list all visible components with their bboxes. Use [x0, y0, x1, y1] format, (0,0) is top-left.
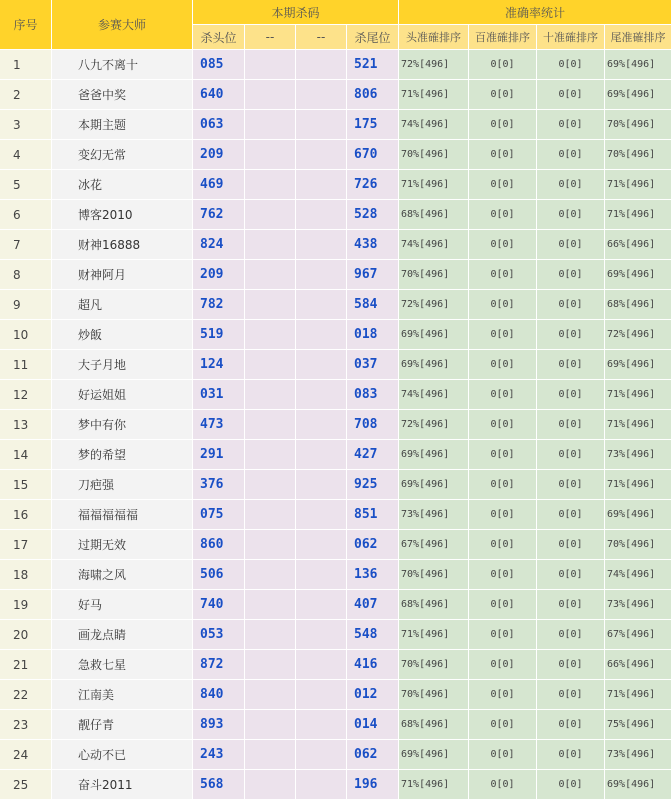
table-row	[0, 80, 672, 110]
master-name: 靓仔青	[52, 710, 193, 740]
blank-cell	[245, 140, 296, 170]
kill-tail-code: 548	[347, 620, 399, 650]
row-index: 22	[0, 680, 52, 710]
master-name: 超凡	[52, 290, 193, 320]
row-index: 8	[0, 260, 52, 290]
acc-head-value: 70%[496]	[399, 260, 469, 290]
acc-hundred-value: 0[0]	[469, 140, 537, 170]
header-blank-1: --	[245, 25, 296, 50]
acc-tail-value: 71%[496]	[605, 200, 672, 230]
row-index: 5	[0, 170, 52, 200]
acc-head-value: 69%[496]	[399, 440, 469, 470]
acc-ten-value: 0[0]	[537, 770, 605, 800]
acc-tail-value: 70%[496]	[605, 110, 672, 140]
row-index: 23	[0, 710, 52, 740]
acc-head-value: 71%[496]	[399, 620, 469, 650]
kill-tail-code: 851	[347, 500, 399, 530]
master-name: 博客2010	[52, 200, 193, 230]
header-acc-head: 头准確排序	[399, 25, 469, 50]
header-master: 参赛大师	[52, 0, 193, 50]
kill-tail-code: 584	[347, 290, 399, 320]
row-index: 12	[0, 380, 52, 410]
acc-hundred-value: 0[0]	[469, 80, 537, 110]
blank-cell	[296, 110, 347, 140]
blank-cell	[245, 740, 296, 770]
acc-hundred-value: 0[0]	[469, 290, 537, 320]
kill-tail-code: 018	[347, 320, 399, 350]
row-index: 18	[0, 560, 52, 590]
acc-hundred-value: 0[0]	[469, 470, 537, 500]
acc-ten-value: 0[0]	[537, 440, 605, 470]
table-row	[0, 260, 672, 290]
table-row	[0, 350, 672, 380]
acc-ten-value: 0[0]	[537, 410, 605, 440]
kill-tail-code: 175	[347, 110, 399, 140]
table-row	[0, 650, 672, 680]
acc-head-value: 72%[496]	[399, 410, 469, 440]
acc-ten-value: 0[0]	[537, 110, 605, 140]
table-row	[0, 710, 672, 740]
kill-head-code: 209	[193, 140, 245, 170]
kill-head-code: 075	[193, 500, 245, 530]
acc-tail-value: 69%[496]	[605, 80, 672, 110]
table-row	[0, 740, 672, 770]
row-index: 17	[0, 530, 52, 560]
blank-cell	[296, 560, 347, 590]
acc-ten-value: 0[0]	[537, 620, 605, 650]
acc-ten-value: 0[0]	[537, 560, 605, 590]
blank-cell	[296, 650, 347, 680]
acc-head-value: 74%[496]	[399, 110, 469, 140]
kill-tail-code: 438	[347, 230, 399, 260]
blank-cell	[245, 50, 296, 80]
blank-cell	[296, 770, 347, 800]
blank-cell	[296, 170, 347, 200]
acc-ten-value: 0[0]	[537, 170, 605, 200]
row-index: 24	[0, 740, 52, 770]
kill-tail-code: 726	[347, 170, 399, 200]
kill-tail-code: 521	[347, 50, 399, 80]
acc-head-value: 72%[496]	[399, 50, 469, 80]
blank-cell	[296, 380, 347, 410]
table-row	[0, 380, 672, 410]
acc-tail-value: 74%[496]	[605, 560, 672, 590]
acc-hundred-value: 0[0]	[469, 770, 537, 800]
blank-cell	[296, 470, 347, 500]
table-row	[0, 320, 672, 350]
acc-hundred-value: 0[0]	[469, 260, 537, 290]
kill-head-code: 740	[193, 590, 245, 620]
acc-ten-value: 0[0]	[537, 470, 605, 500]
blank-cell	[296, 590, 347, 620]
acc-tail-value: 72%[496]	[605, 320, 672, 350]
acc-head-value: 67%[496]	[399, 530, 469, 560]
blank-cell	[296, 530, 347, 560]
table-row	[0, 620, 672, 650]
blank-cell	[296, 200, 347, 230]
blank-cell	[296, 500, 347, 530]
table-row	[0, 560, 672, 590]
acc-tail-value: 71%[496]	[605, 470, 672, 500]
kill-head-code: 031	[193, 380, 245, 410]
acc-tail-value: 66%[496]	[605, 230, 672, 260]
acc-tail-value: 66%[496]	[605, 650, 672, 680]
acc-hundred-value: 0[0]	[469, 50, 537, 80]
acc-head-value: 73%[496]	[399, 500, 469, 530]
acc-ten-value: 0[0]	[537, 590, 605, 620]
blank-cell	[245, 80, 296, 110]
acc-tail-value: 71%[496]	[605, 170, 672, 200]
blank-cell	[296, 80, 347, 110]
acc-hundred-value: 0[0]	[469, 380, 537, 410]
acc-hundred-value: 0[0]	[469, 410, 537, 440]
kill-head-code: 568	[193, 770, 245, 800]
blank-cell	[296, 410, 347, 440]
acc-hundred-value: 0[0]	[469, 110, 537, 140]
blank-cell	[245, 620, 296, 650]
table-row	[0, 590, 672, 620]
acc-tail-value: 69%[496]	[605, 770, 672, 800]
header-index: 序号	[0, 0, 52, 50]
acc-tail-value: 70%[496]	[605, 530, 672, 560]
blank-cell	[245, 560, 296, 590]
table-row	[0, 290, 672, 320]
kill-head-code: 063	[193, 110, 245, 140]
acc-ten-value: 0[0]	[537, 260, 605, 290]
acc-head-value: 70%[496]	[399, 650, 469, 680]
blank-cell	[296, 320, 347, 350]
kill-tail-code: 670	[347, 140, 399, 170]
blank-cell	[245, 380, 296, 410]
acc-hundred-value: 0[0]	[469, 620, 537, 650]
master-name: 财神16888	[52, 230, 193, 260]
master-name: 本期主题	[52, 110, 193, 140]
kill-head-code: 519	[193, 320, 245, 350]
acc-hundred-value: 0[0]	[469, 740, 537, 770]
acc-ten-value: 0[0]	[537, 50, 605, 80]
acc-head-value: 71%[496]	[399, 770, 469, 800]
acc-ten-value: 0[0]	[537, 380, 605, 410]
acc-ten-value: 0[0]	[537, 290, 605, 320]
acc-tail-value: 70%[496]	[605, 140, 672, 170]
kill-head-code: 124	[193, 350, 245, 380]
master-name: 急救七星	[52, 650, 193, 680]
acc-ten-value: 0[0]	[537, 530, 605, 560]
blank-cell	[296, 710, 347, 740]
table-row	[0, 680, 672, 710]
kill-head-code: 893	[193, 710, 245, 740]
acc-ten-value: 0[0]	[537, 320, 605, 350]
row-index: 19	[0, 590, 52, 620]
kill-tail-code: 037	[347, 350, 399, 380]
row-index: 2	[0, 80, 52, 110]
acc-head-value: 69%[496]	[399, 470, 469, 500]
acc-tail-value: 71%[496]	[605, 680, 672, 710]
acc-head-value: 69%[496]	[399, 350, 469, 380]
acc-head-value: 70%[496]	[399, 680, 469, 710]
master-name: 刀疤强	[52, 470, 193, 500]
table-row	[0, 530, 672, 560]
table-row	[0, 470, 672, 500]
blank-cell	[245, 350, 296, 380]
acc-hundred-value: 0[0]	[469, 230, 537, 260]
master-name: 大子月地	[52, 350, 193, 380]
blank-cell	[245, 440, 296, 470]
acc-hundred-value: 0[0]	[469, 560, 537, 590]
blank-cell	[245, 680, 296, 710]
blank-cell	[245, 590, 296, 620]
kill-tail-code: 427	[347, 440, 399, 470]
master-name: 梦中有你	[52, 410, 193, 440]
blank-cell	[245, 290, 296, 320]
kill-tail-code: 196	[347, 770, 399, 800]
acc-hundred-value: 0[0]	[469, 320, 537, 350]
master-name: 梦的希望	[52, 440, 193, 470]
kill-tail-code: 967	[347, 260, 399, 290]
master-name: 福福福福福	[52, 500, 193, 530]
acc-ten-value: 0[0]	[537, 80, 605, 110]
acc-head-value: 69%[496]	[399, 740, 469, 770]
master-name: 爸爸中奖	[52, 80, 193, 110]
row-index: 15	[0, 470, 52, 500]
master-name: 变幻无常	[52, 140, 193, 170]
acc-tail-value: 69%[496]	[605, 350, 672, 380]
blank-cell	[245, 260, 296, 290]
acc-tail-value: 73%[496]	[605, 740, 672, 770]
table-row	[0, 410, 672, 440]
acc-hundred-value: 0[0]	[469, 170, 537, 200]
blank-cell	[245, 410, 296, 440]
kill-tail-code: 528	[347, 200, 399, 230]
header-acc-hundred: 百准確排序	[469, 25, 537, 50]
row-index: 14	[0, 440, 52, 470]
kill-head-code: 291	[193, 440, 245, 470]
kill-tail-code: 407	[347, 590, 399, 620]
acc-head-value: 74%[496]	[399, 380, 469, 410]
master-name: 画龙点睛	[52, 620, 193, 650]
acc-tail-value: 69%[496]	[605, 500, 672, 530]
table-row	[0, 170, 672, 200]
header-acc-tail: 尾准確排序	[605, 25, 672, 50]
acc-hundred-value: 0[0]	[469, 680, 537, 710]
kill-tail-code: 925	[347, 470, 399, 500]
header-kill-head: 杀头位	[193, 25, 245, 50]
master-name: 冰花	[52, 170, 193, 200]
kill-head-code: 053	[193, 620, 245, 650]
table-row	[0, 140, 672, 170]
acc-ten-value: 0[0]	[537, 230, 605, 260]
acc-head-value: 68%[496]	[399, 710, 469, 740]
row-index: 9	[0, 290, 52, 320]
blank-cell	[296, 680, 347, 710]
acc-hundred-value: 0[0]	[469, 500, 537, 530]
kill-tail-code: 062	[347, 530, 399, 560]
acc-head-value: 70%[496]	[399, 140, 469, 170]
blank-cell	[245, 530, 296, 560]
row-index: 7	[0, 230, 52, 260]
row-index: 1	[0, 50, 52, 80]
kill-tail-code: 806	[347, 80, 399, 110]
acc-head-value: 71%[496]	[399, 170, 469, 200]
acc-head-value: 70%[496]	[399, 560, 469, 590]
blank-cell	[296, 440, 347, 470]
acc-hundred-value: 0[0]	[469, 650, 537, 680]
acc-ten-value: 0[0]	[537, 710, 605, 740]
row-index: 16	[0, 500, 52, 530]
acc-hundred-value: 0[0]	[469, 710, 537, 740]
row-index: 20	[0, 620, 52, 650]
blank-cell	[245, 170, 296, 200]
acc-head-value: 71%[496]	[399, 80, 469, 110]
kill-head-code: 085	[193, 50, 245, 80]
kill-head-code: 872	[193, 650, 245, 680]
blank-cell	[245, 320, 296, 350]
row-index: 10	[0, 320, 52, 350]
acc-ten-value: 0[0]	[537, 740, 605, 770]
kill-tail-code: 708	[347, 410, 399, 440]
acc-head-value: 68%[496]	[399, 200, 469, 230]
acc-ten-value: 0[0]	[537, 680, 605, 710]
kill-head-code: 762	[193, 200, 245, 230]
row-index: 11	[0, 350, 52, 380]
acc-hundred-value: 0[0]	[469, 530, 537, 560]
row-index: 4	[0, 140, 52, 170]
acc-ten-value: 0[0]	[537, 650, 605, 680]
row-index: 25	[0, 770, 52, 800]
master-name: 好马	[52, 590, 193, 620]
acc-head-value: 69%[496]	[399, 320, 469, 350]
acc-tail-value: 67%[496]	[605, 620, 672, 650]
row-index: 13	[0, 410, 52, 440]
acc-tail-value: 73%[496]	[605, 590, 672, 620]
master-name: 奋斗2011	[52, 770, 193, 800]
header-blank-2: --	[296, 25, 347, 50]
row-index: 21	[0, 650, 52, 680]
master-name: 江南美	[52, 680, 193, 710]
kill-tail-code: 083	[347, 380, 399, 410]
table-body	[0, 50, 672, 800]
acc-hundred-value: 0[0]	[469, 590, 537, 620]
blank-cell	[245, 650, 296, 680]
kill-tail-code: 012	[347, 680, 399, 710]
table-row	[0, 230, 672, 260]
header-acc-ten: 十准確排序	[537, 25, 605, 50]
kill-head-code: 209	[193, 260, 245, 290]
kill-head-code: 840	[193, 680, 245, 710]
acc-tail-value: 69%[496]	[605, 50, 672, 80]
header-accuracy-stats: 准确率统计	[399, 0, 672, 25]
blank-cell	[245, 470, 296, 500]
acc-head-value: 68%[496]	[399, 590, 469, 620]
kill-head-code: 824	[193, 230, 245, 260]
acc-ten-value: 0[0]	[537, 140, 605, 170]
acc-hundred-value: 0[0]	[469, 200, 537, 230]
kill-head-code: 782	[193, 290, 245, 320]
kill-tail-code: 416	[347, 650, 399, 680]
master-name: 过期无效	[52, 530, 193, 560]
kill-head-code: 506	[193, 560, 245, 590]
blank-cell	[296, 350, 347, 380]
blank-cell	[296, 260, 347, 290]
acc-ten-value: 0[0]	[537, 350, 605, 380]
acc-ten-value: 0[0]	[537, 200, 605, 230]
table-row	[0, 770, 672, 800]
acc-tail-value: 73%[496]	[605, 440, 672, 470]
table-row	[0, 500, 672, 530]
acc-tail-value: 75%[496]	[605, 710, 672, 740]
kill-head-code: 860	[193, 530, 245, 560]
master-name: 海啸之风	[52, 560, 193, 590]
kill-head-code: 640	[193, 80, 245, 110]
blank-cell	[245, 110, 296, 140]
blank-cell	[245, 710, 296, 740]
acc-tail-value: 71%[496]	[605, 380, 672, 410]
blank-cell	[296, 50, 347, 80]
header-current-kill: 本期杀码	[193, 0, 399, 25]
kill-head-code: 243	[193, 740, 245, 770]
blank-cell	[296, 290, 347, 320]
master-name: 财神阿月	[52, 260, 193, 290]
blank-cell	[296, 740, 347, 770]
acc-tail-value: 68%[496]	[605, 290, 672, 320]
kill-tail-code: 014	[347, 710, 399, 740]
header-row-top	[0, 0, 672, 25]
row-index: 3	[0, 110, 52, 140]
acc-tail-value: 71%[496]	[605, 410, 672, 440]
blank-cell	[296, 620, 347, 650]
kill-head-code: 376	[193, 470, 245, 500]
master-name: 心动不已	[52, 740, 193, 770]
kill-head-code: 473	[193, 410, 245, 440]
acc-ten-value: 0[0]	[537, 500, 605, 530]
acc-head-value: 74%[496]	[399, 230, 469, 260]
kill-head-code: 469	[193, 170, 245, 200]
table-row	[0, 50, 672, 80]
row-index: 6	[0, 200, 52, 230]
blank-cell	[245, 200, 296, 230]
kill-tail-code: 136	[347, 560, 399, 590]
master-name: 炒飯	[52, 320, 193, 350]
header-kill-tail: 杀尾位	[347, 25, 399, 50]
blank-cell	[245, 770, 296, 800]
acc-hundred-value: 0[0]	[469, 350, 537, 380]
blank-cell	[296, 140, 347, 170]
acc-hundred-value: 0[0]	[469, 440, 537, 470]
acc-tail-value: 69%[496]	[605, 260, 672, 290]
master-name: 好运姐姐	[52, 380, 193, 410]
table-row	[0, 200, 672, 230]
blank-cell	[296, 230, 347, 260]
table-row	[0, 440, 672, 470]
table-row	[0, 110, 672, 140]
acc-head-value: 72%[496]	[399, 290, 469, 320]
blank-cell	[245, 500, 296, 530]
kill-tail-code: 062	[347, 740, 399, 770]
master-name: 八九不离十	[52, 50, 193, 80]
blank-cell	[245, 230, 296, 260]
